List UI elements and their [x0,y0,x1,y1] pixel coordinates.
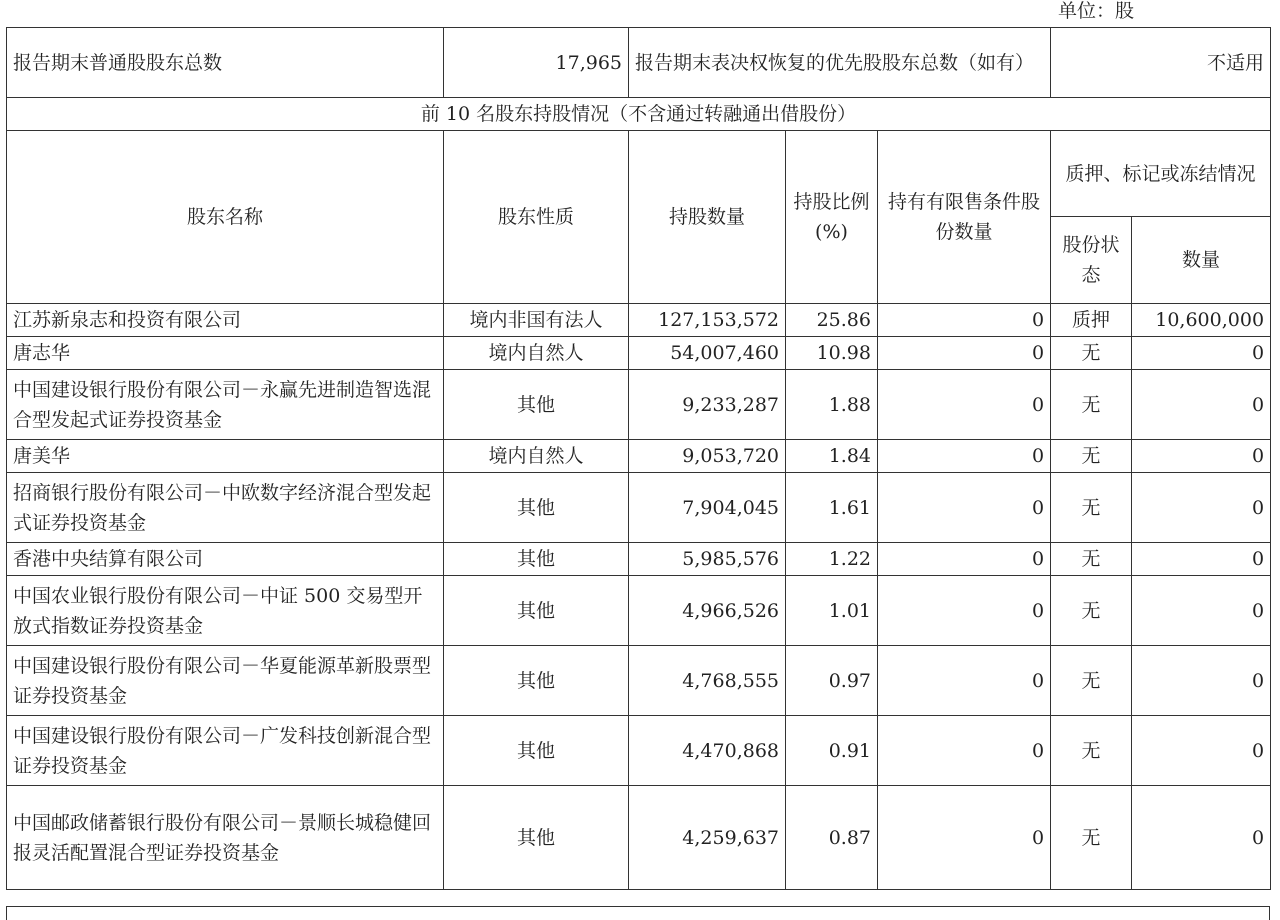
section-title-row [7,98,1271,131]
unit-label: 单位：股 [1058,0,1135,22]
holder-qty: 0 [1132,440,1271,473]
shareholders-table [6,27,1271,890]
preferred-holders-value: 不适用 [1051,28,1271,98]
holder-ratio: 10.98 [786,337,878,370]
holder-nature: 境内非国有法人 [444,304,629,337]
holder-ratio: 25.86 [786,304,878,337]
holder-status: 无 [1051,543,1132,576]
holder-name: 中国建设银行股份有限公司－广发科技创新混合型证券投资基金 [7,716,444,786]
holder-restricted: 0 [878,543,1051,576]
holder-qty: 0 [1132,370,1271,440]
holder-ratio: 0.97 [786,646,878,716]
header-nature: 股东性质 [444,131,629,304]
section-title: 前 10 名股东持股情况（不含通过转融通出借股份） [7,98,1271,131]
holder-shares: 9,233,287 [629,370,786,440]
common-holders-label: 报告期末普通股股东总数 [7,28,444,98]
holder-ratio: 1.84 [786,440,878,473]
holder-restricted: 0 [878,473,1051,543]
holder-ratio: 1.61 [786,473,878,543]
holder-nature: 其他 [444,716,629,786]
holder-qty: 0 [1132,337,1271,370]
holder-shares: 4,259,637 [629,786,786,890]
holder-qty: 0 [1132,716,1271,786]
holder-name: 唐美华 [7,440,444,473]
holder-status: 质押 [1051,304,1132,337]
table-row [7,473,1271,543]
holder-shares: 4,966,526 [629,576,786,646]
holder-restricted: 0 [878,716,1051,786]
holder-shares: 5,985,576 [629,543,786,576]
holder-nature: 其他 [444,646,629,716]
holder-restricted: 0 [878,304,1051,337]
holder-nature: 境内自然人 [444,440,629,473]
holder-shares: 4,470,868 [629,716,786,786]
holder-shares: 4,768,555 [629,646,786,716]
header-pledge-status: 股份状态 [1051,217,1132,304]
holder-name: 中国农业银行股份有限公司－中证 500 交易型开放式指数证券投资基金 [7,576,444,646]
holder-shares: 54,007,460 [629,337,786,370]
holder-qty: 0 [1132,786,1271,890]
summary-row [7,28,1271,98]
table-row [7,337,1271,370]
holder-restricted: 0 [878,370,1051,440]
holder-nature: 其他 [444,576,629,646]
holder-name: 中国建设银行股份有限公司－华夏能源革新股票型证券投资基金 [7,646,444,716]
holder-name: 江苏新泉志和投资有限公司 [7,304,444,337]
holder-qty: 0 [1132,473,1271,543]
holder-status: 无 [1051,337,1132,370]
holder-name: 中国邮政储蓄银行股份有限公司－景顺长城稳健回报灵活配置混合型证券投资基金 [7,786,444,890]
holder-status: 无 [1051,646,1132,716]
holder-nature: 其他 [444,543,629,576]
header-shares: 持股数量 [629,131,786,304]
holder-status: 无 [1051,473,1132,543]
holder-qty: 10,600,000 [1132,304,1271,337]
holder-shares: 9,053,720 [629,440,786,473]
continued-table-right-border [1269,906,1270,920]
table-row [7,786,1271,890]
holder-qty: 0 [1132,576,1271,646]
holder-ratio: 1.88 [786,370,878,440]
table-row [7,440,1271,473]
header-pledge-qty: 数量 [1132,217,1271,304]
holder-qty: 0 [1132,646,1271,716]
holder-name: 香港中央结算有限公司 [7,543,444,576]
table-row [7,370,1271,440]
table-row [7,543,1271,576]
continued-table-left-border [6,906,7,920]
holder-nature: 境内自然人 [444,337,629,370]
holder-ratio: 1.22 [786,543,878,576]
header-row-1 [7,131,1271,217]
holder-ratio: 0.87 [786,786,878,890]
holder-shares: 7,904,045 [629,473,786,543]
holder-name: 中国建设银行股份有限公司－永赢先进制造智选混合型发起式证券投资基金 [7,370,444,440]
header-ratio: 持股比例(%) [786,131,878,304]
holder-status: 无 [1051,786,1132,890]
holder-restricted: 0 [878,440,1051,473]
table-row [7,716,1271,786]
common-holders-value: 17,965 [444,28,629,98]
holder-status: 无 [1051,576,1132,646]
holder-nature: 其他 [444,370,629,440]
holder-name: 唐志华 [7,337,444,370]
holder-qty: 0 [1132,543,1271,576]
table-row [7,304,1271,337]
continued-table-edge [6,906,1270,907]
holder-nature: 其他 [444,786,629,890]
holder-restricted: 0 [878,576,1051,646]
header-pledge-group: 质押、标记或冻结情况 [1051,131,1271,217]
holder-status: 无 [1051,716,1132,786]
holder-name: 招商银行股份有限公司－中欧数字经济混合型发起式证券投资基金 [7,473,444,543]
holder-shares: 127,153,572 [629,304,786,337]
holder-nature: 其他 [444,473,629,543]
holder-ratio: 0.91 [786,716,878,786]
holder-restricted: 0 [878,646,1051,716]
table-row [7,646,1271,716]
holder-status: 无 [1051,370,1132,440]
holder-restricted: 0 [878,337,1051,370]
holder-ratio: 1.01 [786,576,878,646]
preferred-holders-label: 报告期末表决权恢复的优先股股东总数（如有） [629,28,1051,98]
holder-status: 无 [1051,440,1132,473]
header-name: 股东名称 [7,131,444,304]
table-row [7,576,1271,646]
holder-restricted: 0 [878,786,1051,890]
header-restricted: 持有有限售条件股份数量 [878,131,1051,304]
